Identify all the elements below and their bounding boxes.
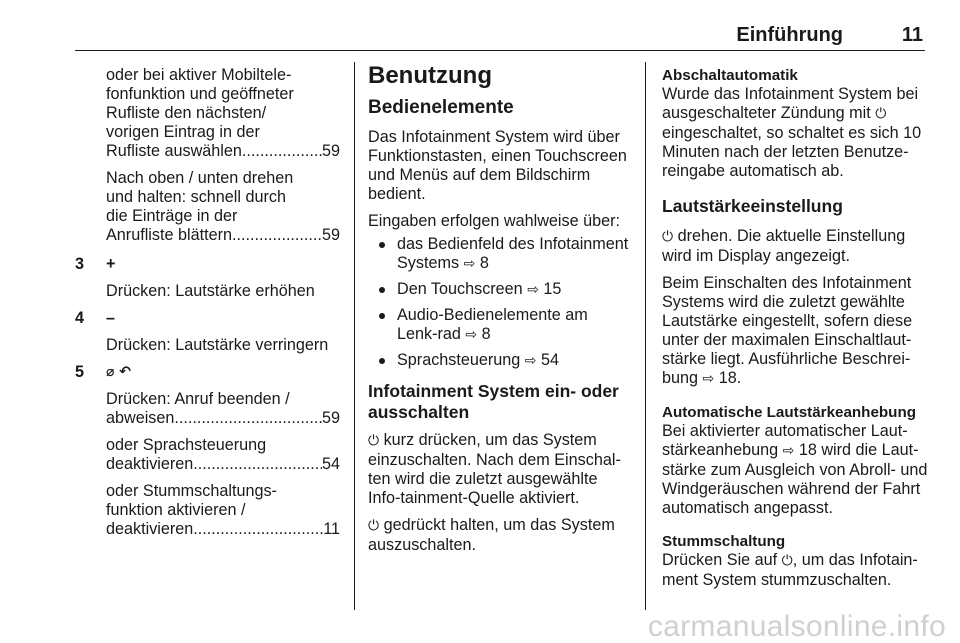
key-item-4 bbox=[75, 309, 340, 328]
toc-line bbox=[106, 226, 340, 245]
paragraph-text: Wurde das Infotainment System bei ausgeschalteter Zündung mit bbox=[662, 85, 919, 122]
page-reference-link[interactable]: 18 bbox=[798, 441, 817, 459]
toc-page-link[interactable]: 54 bbox=[321, 455, 340, 473]
text-line: oder Stummschaltungs- bbox=[106, 482, 277, 500]
toc-page-link[interactable]: 59 bbox=[321, 409, 340, 427]
toc-label: deaktivieren bbox=[106, 520, 194, 538]
toc-line bbox=[106, 142, 340, 161]
reference-arrow-icon: ⇨ bbox=[702, 371, 715, 387]
key-number: 4 bbox=[75, 309, 85, 327]
text-line: oder bei aktiver Mobiltele- bbox=[106, 66, 292, 84]
paragraph-text: eingeschaltet, so schaltet es sich 10 Minuten nach der letzten Benutze-reingabe automatisch ab. bbox=[662, 124, 922, 180]
column-left bbox=[75, 66, 340, 539]
text-line: Rufliste den nächsten/ bbox=[106, 104, 267, 122]
text-line: fonfunktion und geöffneter bbox=[106, 85, 294, 103]
column-divider-1 bbox=[354, 62, 355, 610]
chapter-heading: Benutzung bbox=[368, 62, 492, 89]
column-right bbox=[662, 66, 928, 598]
reference-arrow-icon: ⇨ bbox=[782, 443, 795, 459]
toc-label: abweisen bbox=[106, 409, 175, 427]
text-line: vorigen Eintrag in der bbox=[106, 123, 260, 141]
power-icon: ⏻ bbox=[368, 518, 380, 534]
key-3-description: Drücken: Lautstärke erhöhen bbox=[106, 282, 315, 300]
toc-label: Rufliste auswählen bbox=[106, 142, 242, 160]
paragraph-text: gedrückt halten, um das System auszuschalten. bbox=[368, 516, 615, 554]
toc-leader bbox=[232, 226, 322, 245]
power-icon: ⏻ bbox=[662, 229, 674, 245]
page-reference-link[interactable]: 15 bbox=[543, 280, 562, 298]
paragraph: Das Infotainment System wird über Funktionstasten, einen Touchscreen und Menüs auf dem Bildschirm bedient. bbox=[368, 128, 627, 203]
paragraph-text: kurz drücken, um das System einzuschalten. Nach dem Einschal-ten wird die zuletzt ausgewählte Info-tainment-Quelle aktiviert. bbox=[368, 431, 621, 507]
toc-line bbox=[106, 455, 340, 474]
section-heading: Lautstärkeeinstellung bbox=[662, 196, 843, 216]
list-item bbox=[368, 351, 632, 371]
section-heading: Bedienelemente bbox=[368, 97, 514, 118]
list-item-text: das Bedienfeld des Infotainment Systems bbox=[397, 235, 629, 272]
key-4-description: Drücken: Lautstärke verringern bbox=[106, 336, 329, 354]
text-line: Drücken: Anruf beenden / bbox=[106, 390, 290, 408]
toc-leader bbox=[242, 142, 322, 161]
paragraph-rufliste bbox=[75, 66, 340, 161]
toc-page-link[interactable]: 11 bbox=[323, 520, 340, 538]
mute-hangup-icon: ⌀ ↶ bbox=[106, 364, 132, 380]
paragraph-text: Bei aktivierter automatischer Laut-stärkeanhebung bbox=[662, 422, 908, 459]
toc-line bbox=[106, 520, 340, 539]
page-number: 11 bbox=[901, 24, 923, 46]
reference-arrow-icon: ⇨ bbox=[463, 256, 476, 272]
text-line: die Einträge in der bbox=[106, 207, 238, 225]
toc-page-link[interactable]: 59 bbox=[321, 142, 340, 160]
paragraph-text: wird die Laut-stärke zum Ausgleich von Abroll- und Windgeräuschen während der Fahrt automatisch angepasst. bbox=[662, 441, 928, 517]
text-line: funktion aktivieren / bbox=[106, 501, 246, 519]
text-line: und halten: schnell durch bbox=[106, 188, 286, 206]
page-header bbox=[75, 26, 925, 51]
column-divider-2 bbox=[645, 62, 646, 610]
toc-leader bbox=[174, 409, 322, 428]
subsection-heading: Abschaltautomatik bbox=[662, 67, 798, 84]
section-title: Einführung bbox=[736, 24, 843, 46]
subsection-heading: Stummschaltung bbox=[662, 533, 786, 550]
watermark: carmanualsonline.info bbox=[647, 610, 946, 643]
key-item-5 bbox=[75, 363, 340, 382]
reference-arrow-icon: ⇨ bbox=[524, 353, 537, 369]
plus-icon: + bbox=[106, 255, 116, 273]
key-item-3 bbox=[75, 255, 340, 274]
text-line: oder Sprachsteuerung bbox=[106, 436, 267, 454]
toc-label: Anrufliste blättern bbox=[106, 226, 232, 244]
column-middle bbox=[368, 62, 632, 563]
paragraph: Eingaben erfolgen wahlweise über: bbox=[368, 212, 620, 230]
reference-arrow-icon: ⇨ bbox=[465, 327, 478, 343]
power-icon: ⏻ bbox=[781, 553, 793, 569]
key-5-sprach bbox=[75, 436, 340, 474]
toc-line bbox=[106, 409, 340, 428]
list-item-text: Audio-Bedienelemente am Lenk-rad bbox=[397, 306, 588, 343]
key-number: 3 bbox=[75, 255, 85, 273]
list-item bbox=[368, 306, 632, 345]
page-reference-link[interactable]: 18. bbox=[718, 369, 742, 387]
paragraph-text: Beim Einschalten des Infotainment Systems wird die zuletzt gewählte Lautstärke eingestellt, sofern diese unter der maximalen Einschaltlaut-stärke liegt. Ausführliche Beschrei-bung bbox=[662, 274, 913, 387]
minus-icon: – bbox=[106, 309, 116, 327]
reference-arrow-icon: ⇨ bbox=[527, 282, 539, 298]
paragraph-text: drehen. Die aktuelle Einstellung wird im Display angezeigt. bbox=[662, 227, 906, 265]
section-heading: Infotainment System ein- oder ausschalten bbox=[368, 381, 619, 422]
power-icon: ⏻ bbox=[875, 106, 887, 122]
list-item bbox=[368, 235, 632, 274]
page-reference-link[interactable]: 8 bbox=[481, 325, 491, 343]
list-item-text: Den Touchscreen bbox=[397, 280, 523, 298]
list-item-text: Sprachsteuerung bbox=[397, 351, 521, 369]
power-icon: ⏻ bbox=[368, 433, 380, 449]
bullet-list bbox=[368, 235, 632, 371]
key-number: 5 bbox=[75, 363, 85, 381]
toc-leader bbox=[193, 455, 322, 474]
text-line: Nach oben / unten drehen bbox=[106, 169, 294, 187]
toc-leader bbox=[193, 520, 323, 539]
page-reference-link[interactable]: 8 bbox=[479, 254, 489, 272]
key-5-stumm bbox=[75, 482, 340, 539]
paragraph-anrufliste bbox=[75, 169, 340, 245]
key-5-anruf bbox=[75, 390, 340, 428]
toc-page-link[interactable]: 59 bbox=[321, 226, 340, 244]
paragraph-text: Drücken Sie auf bbox=[662, 551, 778, 569]
list-item bbox=[368, 280, 632, 300]
page-reference-link[interactable]: 54 bbox=[541, 351, 560, 369]
subsection-heading: Automatische Lautstärkeanhebung bbox=[662, 404, 917, 421]
paragraph-text: , um das Infotain-ment System stummzuschalten. bbox=[662, 551, 918, 589]
toc-label: deaktivieren bbox=[106, 455, 194, 473]
